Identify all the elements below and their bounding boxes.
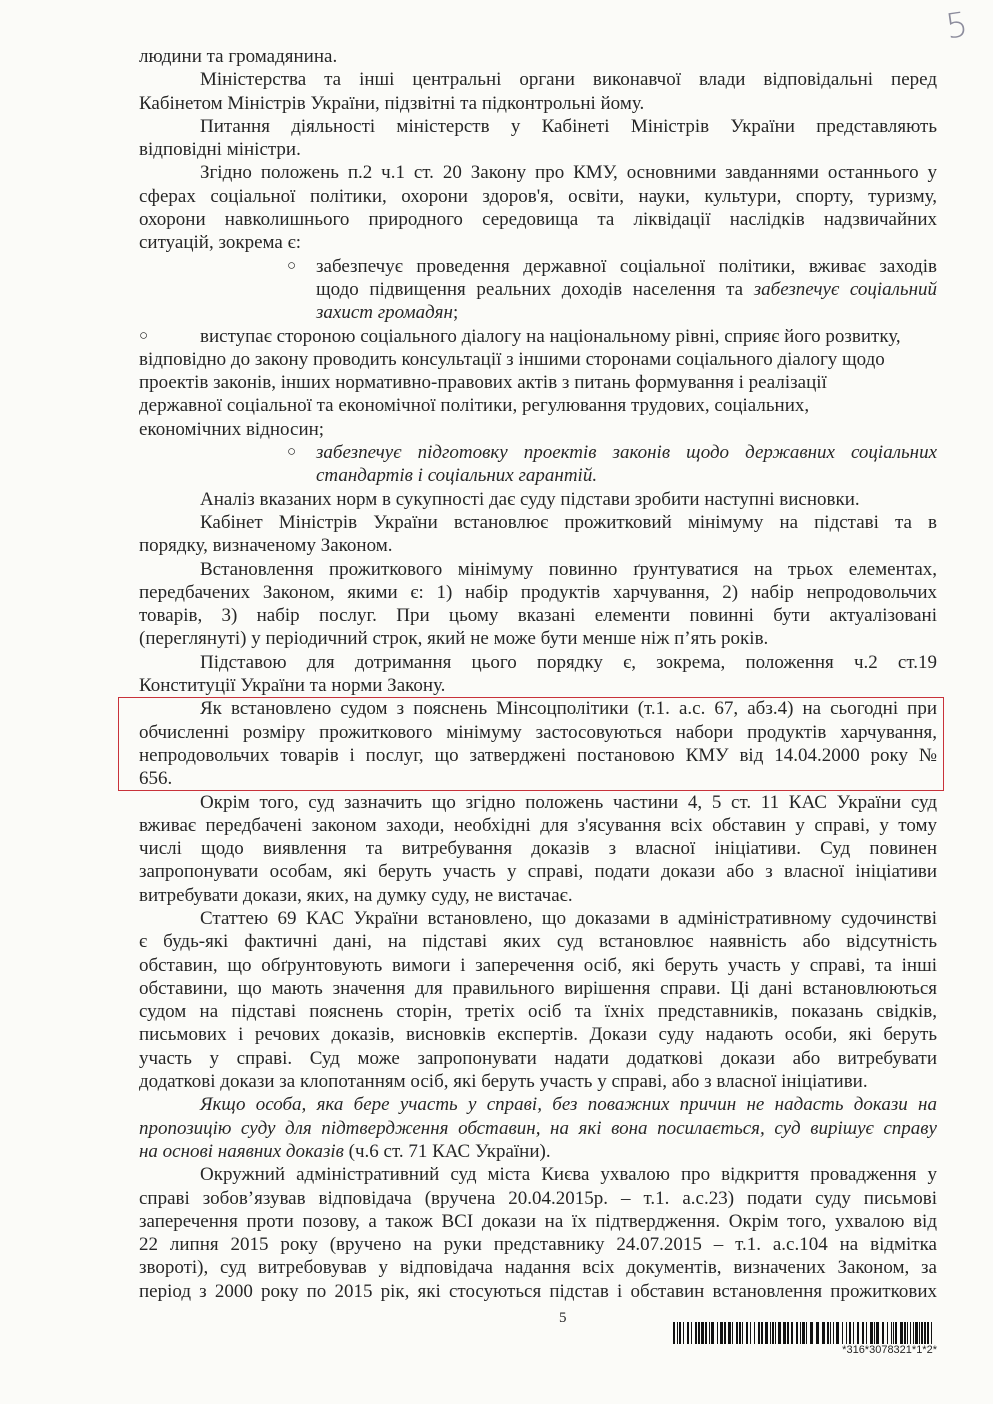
barcode-bar [746, 1322, 748, 1344]
text-line [139, 581, 937, 604]
text-line [139, 45, 937, 68]
text-line [139, 208, 937, 231]
italic-text: Якщо особа, яка бере участь у справі, без поважних причин не надасть докази на [200, 1094, 937, 1116]
barcode-bar [732, 1322, 733, 1344]
text-segment: обставини, що мають значення для правильного вирішення справи. Ці дані встановлюються [139, 977, 937, 999]
text-line [139, 674, 937, 697]
italic-text: забезпечує підготовку проектів законів щодо державних соціальних [316, 442, 937, 464]
text-segment: Згідно положень п.2 ч.1 ст. 20 Закону про КМУ, основними завданнями останнього у [200, 162, 937, 184]
text-segment: порядку, визначеному Законом. [139, 535, 393, 557]
barcode-bar [800, 1322, 801, 1344]
italic-text: пропозицію суду для підтвердження обставин, на які вона посилається, суд вирішує справу [139, 1117, 937, 1139]
barcode-bar [931, 1322, 932, 1344]
text-segment: Як встановлено судом з пояснень Мінсоцполітики (т.1. а.с. 67, абз.4) на сьогодні при [200, 698, 937, 720]
text-line [139, 767, 937, 790]
text-line [139, 1187, 937, 1210]
barcode-bar [679, 1322, 681, 1344]
bullet-icon: ○ [139, 327, 149, 344]
text-line [139, 1256, 937, 1279]
text-line [139, 418, 937, 441]
text-segment: Питання діяльності міністерств у Кабінеті Міністрів України представляють [200, 115, 937, 137]
barcode-bar [874, 1322, 875, 1344]
text-line [139, 68, 937, 91]
barcode-bar [927, 1322, 929, 1344]
barcode-bar [900, 1322, 903, 1344]
barcode-bar [709, 1322, 710, 1344]
barcode-bar [761, 1322, 763, 1344]
barcode-text: *316*3078321*1*2* [842, 1344, 937, 1356]
barcode-bar [673, 1322, 675, 1344]
text-line [139, 1070, 937, 1093]
text-line [139, 1210, 937, 1233]
text-segment: Підставою для дотримання цього порядку є, зокрема, положення ч.2 ст.19 [200, 651, 937, 673]
barcode-bar [846, 1322, 847, 1344]
text-line [139, 278, 937, 301]
barcode-bar [750, 1322, 751, 1344]
text-line [139, 301, 937, 324]
barcode-bar [736, 1322, 738, 1344]
barcode-bar [853, 1322, 854, 1344]
barcode-bar [915, 1322, 918, 1344]
text-segment: 22 липня 2015 року (вручено на руки представнику 24.07.2015 – т.1. а.с.104 на відмітка [139, 1234, 937, 1256]
text-segment: передбачених Законом, якими є: 1) набір продуктів харчування, 2) набір непродовольчих [139, 581, 937, 603]
italic-text: на основі наявних доказів [139, 1140, 344, 1162]
barcode [673, 1322, 937, 1344]
barcode-bar [742, 1322, 743, 1344]
text-line [139, 930, 937, 953]
barcode-bar [796, 1322, 798, 1344]
barcode-bar [893, 1322, 894, 1344]
text-segment: справі зобов’язував відповідача (вручена 20.04.2015р. – т.1. а.с.23) подати суду письмові [139, 1187, 937, 1209]
barcode-bar [830, 1322, 831, 1344]
text-line [139, 394, 937, 417]
text-segment: забезпечує проведення державної соціальної політики, вживає заходів [316, 255, 937, 277]
document-body [139, 45, 937, 1303]
text-line [139, 791, 937, 814]
barcode-bar [765, 1322, 768, 1344]
bullet-icon: ○ [287, 444, 297, 461]
text-line [139, 161, 937, 184]
barcode-bar [691, 1322, 692, 1344]
barcode-bar [717, 1322, 718, 1344]
barcode-bar [787, 1322, 789, 1344]
barcode-bar [862, 1322, 864, 1344]
text-segment: письмових і речових доказів, висновків експертів. Докази суду надають особи, які беруть [139, 1024, 937, 1046]
text-line [139, 115, 937, 138]
text-segment: товарів, 3) набір послуг. При цьому вказані елементи повинні бути актуалізовані [139, 605, 937, 627]
barcode-bar [687, 1322, 689, 1344]
text-segment: щодо підвищення реальних доходів населення та [316, 278, 754, 300]
text-line [139, 138, 937, 161]
text-segment: обставин, що обґрунтовують вимоги і заперечення осіб, які беруть участь у справі, та інші [139, 954, 937, 976]
handwritten-page-mark: 5 [943, 4, 971, 48]
barcode-bar [770, 1322, 771, 1344]
barcode-bar [904, 1322, 906, 1344]
barcode-bar [806, 1322, 807, 1344]
text-segment: проектів законів, інших нормативно-правових актів з питань формування і реалізації [139, 372, 827, 394]
text-line [139, 697, 937, 720]
text-segment: відповідні міністри. [139, 139, 301, 161]
barcode-bar [866, 1322, 867, 1344]
text-line [139, 721, 937, 744]
text-segment: є будь-які фактичні дані, на підставі яких суд встановлює наявність або відсутність [139, 931, 937, 953]
barcode-bar [705, 1322, 707, 1344]
text-line [139, 907, 937, 930]
barcode-bar [895, 1322, 897, 1344]
barcode-bar [870, 1322, 873, 1344]
barcode-bar [775, 1322, 776, 1344]
text-line [139, 255, 937, 278]
text-line [139, 651, 937, 674]
text-segment: людини та громадянина. [139, 46, 338, 67]
barcode-bar [724, 1322, 726, 1344]
text-line [139, 744, 937, 767]
text-line [139, 1163, 937, 1186]
barcode-bar [711, 1322, 714, 1344]
text-segment: Конституції України та норми Закону. [139, 675, 446, 697]
barcode-bar [810, 1322, 813, 1344]
text-segment: період з 2000 року по 2015 рік, які стосуються підстав і обставин встановлення прожиткових [139, 1280, 937, 1302]
text-segment: відповідно до закону проводить консультації з іншими сторонами соціального діалогу щодо [139, 348, 885, 370]
text-line [139, 325, 937, 348]
barcode-bar [783, 1322, 786, 1344]
text-line [139, 954, 937, 977]
barcode-bar [677, 1322, 678, 1344]
barcode-bar [857, 1322, 859, 1344]
text-line [139, 558, 937, 581]
text-segment: заперечення проти позову, а також ВСІ докази на їх підтвердження. Окрім того, ухвалою від [139, 1210, 937, 1232]
text-segment: Міністерства та інші центральні органи виконавчої влади відповідальні перед [200, 69, 937, 91]
text-segment: запропонувати особам, які беруть участь у справі, подати докази або з власної ініціативи [139, 861, 937, 883]
text-segment: звороті), суд витребовував у відповідача надання всіх документів, визначених Законом, за [139, 1257, 937, 1279]
barcode-bar [754, 1322, 755, 1344]
text-line [139, 185, 937, 208]
barcode-bar [919, 1322, 920, 1344]
page-number: 5 [559, 1310, 567, 1326]
text-line [139, 1117, 937, 1140]
text-segment: судом на підставі пояснень сторін, третіх осіб та їхніх представників, показань свідків, [139, 1001, 937, 1023]
text-line [139, 1047, 937, 1070]
barcode-bar [833, 1322, 834, 1344]
italic-text: стандартів і соціальних гарантій. [316, 465, 598, 487]
text-segment: Окружний адміністративний суд міста Києва ухвалою про відкриття провадження у [200, 1164, 937, 1186]
text-line [139, 884, 937, 907]
text-segment: Окрім того, суд зазначить що згідно положень частини 4, 5 ст. 11 КАС України суд [200, 791, 937, 813]
text-segment: Статтею 69 КАС України встановлено, що доказами в адміністративному судочинстві [200, 907, 937, 929]
text-line [139, 1140, 937, 1163]
text-line [139, 860, 937, 883]
text-line [139, 1023, 937, 1046]
barcode-bar [910, 1322, 911, 1344]
barcode-bar [891, 1322, 892, 1344]
barcode-bar [791, 1322, 793, 1344]
text-segment: економічних відносин; [139, 418, 325, 440]
barcode-bar [836, 1322, 839, 1344]
text-line [139, 464, 937, 487]
barcode-bar [887, 1322, 888, 1344]
barcode-bar [849, 1322, 851, 1344]
barcode-bar [698, 1322, 700, 1344]
text-line [139, 1233, 937, 1256]
text-segment: витребувати докази, яких, на думку суду, не вистачає. [139, 884, 573, 906]
text-segment: Кабінет Міністрів України встановлює прожитковий мінімуму на підставі та в [200, 511, 937, 533]
barcode-bar [913, 1322, 914, 1344]
text-segment: державної соціальної та економічної політики, регулювання трудових, соціальних, [139, 395, 810, 417]
barcode-bar [683, 1322, 684, 1344]
text-segment: Кабінетом Міністрів України, підзвітні та підконтрольні йому. [139, 92, 645, 114]
barcode-bar [728, 1322, 731, 1344]
text-segment: 656. [139, 768, 173, 790]
text-segment: участь у справі. Суд може запропонувати надати додаткові докази або витребувати [139, 1047, 937, 1069]
text-segment: охорони навколишнього природного середовища та ліквідації наслідків надзвичайних [139, 209, 937, 231]
barcode-bar [827, 1322, 829, 1344]
barcode-bar [876, 1322, 879, 1344]
text-segment: (ч.6 ст. 71 КАС України). [343, 1140, 551, 1162]
barcode-bar [778, 1322, 781, 1344]
text-line [139, 534, 937, 557]
barcode-bar [739, 1322, 741, 1344]
text-line [139, 627, 937, 650]
barcode-bar [907, 1322, 908, 1344]
barcode-bar [822, 1322, 825, 1344]
text-segment: (переглянуті) у періодичний строк, який не може бути менше ніж п’ять років. [139, 628, 769, 650]
text-line [139, 92, 937, 115]
barcode-bar [882, 1322, 884, 1344]
text-line [139, 814, 937, 837]
text-segment: Аналіз вказаних норм в сукупності дає суду підстави зробити наступні висновки. [200, 488, 860, 510]
text-line [139, 1000, 937, 1023]
bullet-icon: ○ [287, 257, 297, 274]
text-segment: ситуацій, зокрема є: [139, 232, 302, 254]
text-line [139, 441, 937, 464]
text-line [139, 837, 937, 860]
text-segment: числі щодо виявлення та витребування доказів з власної ініціативи. Суд повинен [139, 838, 937, 860]
text-segment: виступає стороною соціального діалогу на національному рівні, сприяє його розвитку, [200, 325, 901, 347]
text-line [139, 488, 937, 511]
barcode-bar [802, 1322, 805, 1344]
barcode-bar [816, 1322, 819, 1344]
barcode-bar [695, 1322, 697, 1344]
text-line [139, 371, 937, 394]
text-segment: непродовольчих товарів і послуг, що затверджені постановою КМУ від 14.04.2000 року № [139, 744, 937, 766]
text-line [139, 348, 937, 371]
barcode-bar [924, 1322, 926, 1344]
barcode-bar [842, 1322, 843, 1344]
italic-text: захист громадян [316, 302, 453, 324]
barcode-bar [758, 1322, 760, 1344]
text-segment: ; [452, 302, 459, 324]
text-segment: сферах соціальної політики, охорони здоров'я, освіти, науки, культури, спорту, туризму, [139, 185, 937, 207]
text-line [139, 511, 937, 534]
barcode-bar [921, 1322, 923, 1344]
text-segment: обчисленні розміру прожиткового мінімуму застосовуються набори продуктів харчування, [139, 721, 937, 743]
text-line [139, 1093, 937, 1116]
text-segment: додаткові докази за клопотанням осіб, які беруть участь у справі, або з власної ініціативи. [139, 1071, 868, 1093]
barcode-bar [772, 1322, 774, 1344]
text-line [139, 604, 937, 627]
text-line [139, 977, 937, 1000]
text-segment: Встановлення прожиткового мінімуму повинно ґрунтуватися на трьох елементах, [200, 558, 937, 580]
barcode-bar [720, 1322, 723, 1344]
italic-text: забезпечує соціальний [753, 278, 937, 300]
text-segment: вживає передбачені законом заходи, необхідні для з'ясування всіх обставин у справі, у тому [139, 814, 937, 836]
text-line [139, 231, 937, 254]
text-line [139, 1280, 937, 1303]
barcode-bar [701, 1322, 704, 1344]
